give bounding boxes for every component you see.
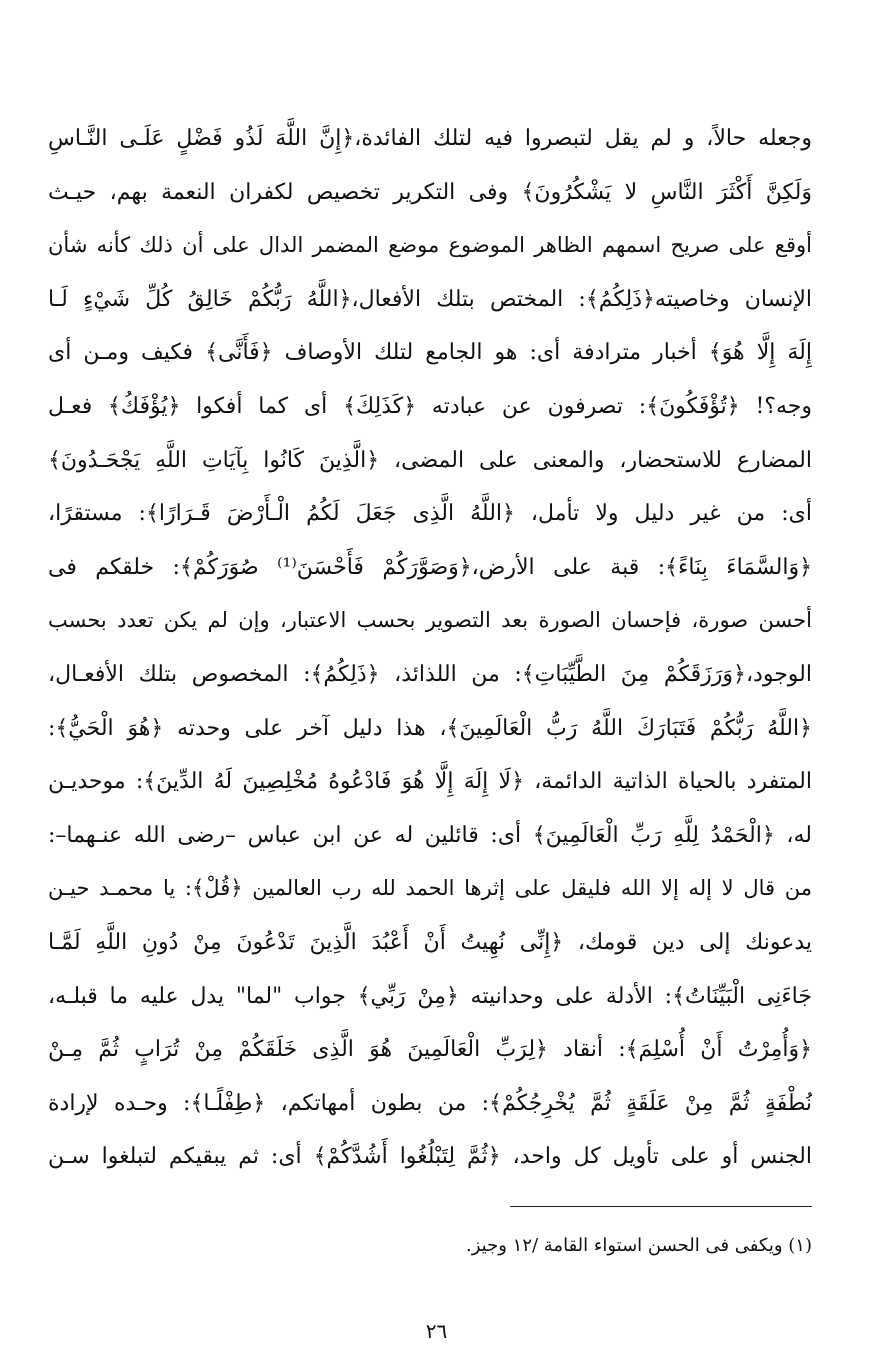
text-line: الجنس أو على تأويل كل واحد، ﴿ثُمَّ لِتَبْلُغُوا أَشُدَّكُمْ﴾ أى: ثم يبقيكم لتبلغوا سـن (48, 1144, 812, 1170)
text-line: وَلَكِنَّ أَكْثَرَ النَّاسِ لا يَشْكُرُونَ﴾ وفى التكرير تخصيص لكفران النعمة بهم، حيـث (48, 179, 812, 205)
text-line: إِلَهَ إِلَّا هُوَ﴾ أخبار مترادفة أى: هو الجامع لتلك الأوصاف ﴿فَأَنَّى﴾ فكيف ومـن أى (48, 340, 812, 366)
text-line: نُطْفَةٍ ثُمَّ مِنْ عَلَقَةٍ ثُمَّ يُخْرِجُكُمْ﴾: من بطون أمهاتكم، ﴿طِفْلًـا﴾: وحـده لإرادة (48, 1090, 812, 1116)
text-line: له، ﴿الْحَمْدُ لِلَّهِ رَبِّ الْعَالَمِينَ﴾ أى: قائلين له عن ابن عباس –رضى الله عنـهما–: (48, 822, 812, 848)
text-line: الإنسان وخاصيته﴿ذَلِكُمُ﴾: المختص بتلك الأفعال،﴿اللَّهُ رَبُّكُمْ خَالِقُ كُلِّ شَيْءٍ لَـا (48, 286, 812, 312)
text-line: يدعونك إلى دين قومك، ﴿إِنِّى نُهِيتُ أَنْ أَعْبُدَ الَّذِينَ تَدْعُونَ مِنْ دُونِ اللَّهِ لَمَّـا (48, 929, 812, 955)
text-line: جَاءَنِى الْبَيِّنَاتُ﴾: الأدلة على وحدانيته ﴿مِنْ رَبِّي﴾ جواب "لما" يدل عليه ما قبلـه، (48, 983, 812, 1009)
commentary-body-text (48, 112, 812, 1184)
text-line: أحسن صورة، فإحسان الصورة بعد التصوير بحسب الاعتبار، وإن لم يكن تعدد بحسب (48, 608, 812, 633)
text-line: الوجود،﴿وَرَزَقَكُمْ مِنَ الطَّيِّبَاتِ﴾: من اللذائذ، ﴿ذَلِكُمُ﴾: المخصوص بتلك الأفعـال، (48, 661, 812, 687)
text-line: المتفرد بالحياة الذاتية الدائمة، ﴿لَا إِلَهَ إِلَّا هُوَ فَادْعُوهُ مُخْلِصِينَ لَهُ الدِّينَ﴾: موحديـن (48, 769, 812, 795)
text-line: أوقع على صريح اسمهم الظاهر الموضوع موضع المضمر الدال على أن ذلك كأنه شأن (48, 233, 812, 258)
text-line: ﴿اللَّهُ رَبُّكُمْ فَتَبَارَكَ اللَّهُ رَبُّ الْعَالَمِينَ﴾، هذا دليل آخر على وحدته ﴿هُوَ الْحَيُّ﴾: (48, 715, 812, 741)
footnote: (١) ويكفى فى الحسن استواء القامة /١٢ وجيز. (466, 1235, 812, 1256)
text-line: أى: من غير دليل ولا تأمل، ﴿اللَّهُ الَّذِى جَعَلَ لَكُمُ الْـأَرْضَ قَـرَارًا﴾: مستقرًا، (48, 501, 812, 527)
text-line: ﴿وَالسَّمَاءَ بِنَاءً﴾: قبة على الأرض،﴿وَصَوَّرَكُمْ فَأَحْسَنَ⁽¹⁾ صُوَرَكُمْ﴾: خلقكم فى (48, 554, 812, 580)
text-line: ﴿وَأُمِرْتُ أَنْ أُسْلِمَ﴾: أنقاد ﴿لِرَبِّ الْعَالَمِينَ هُوَ الَّذِى خَلَقَكُمْ مِنْ تُرَابٍ ثُمَّ مِـنْ (48, 1037, 812, 1063)
text-line: المضارع للاستحضار، والمعنى على المضى، ﴿الَّذِينَ كَانُوا بِآيَاتِ اللَّهِ يَجْحَـدُونَ﴾ (48, 447, 812, 473)
text-line: من قال لا إله إلا الله فليقل على إثرها الحمد لله رب العالمين ﴿قُلْ﴾: يا محمـد حيـن (48, 876, 812, 901)
text-line: وجعله حالاً، و لم يقل لتبصروا فيه لتلك الفائدة،﴿إِنَّ اللَّهَ لَذُو فَضْلٍ عَلَـى النَّـاسِ (48, 126, 812, 151)
text-line: وجه؟! ﴿تُؤْفَكُونَ﴾: تصرفون عن عبادته ﴿كَذَلِكَ﴾ أى كما أفكوا ﴿يُؤْفَكُ﴾ فعـل (48, 393, 812, 419)
page-number: ٢٦ (425, 1319, 448, 1343)
footnote-divider (510, 1206, 812, 1207)
